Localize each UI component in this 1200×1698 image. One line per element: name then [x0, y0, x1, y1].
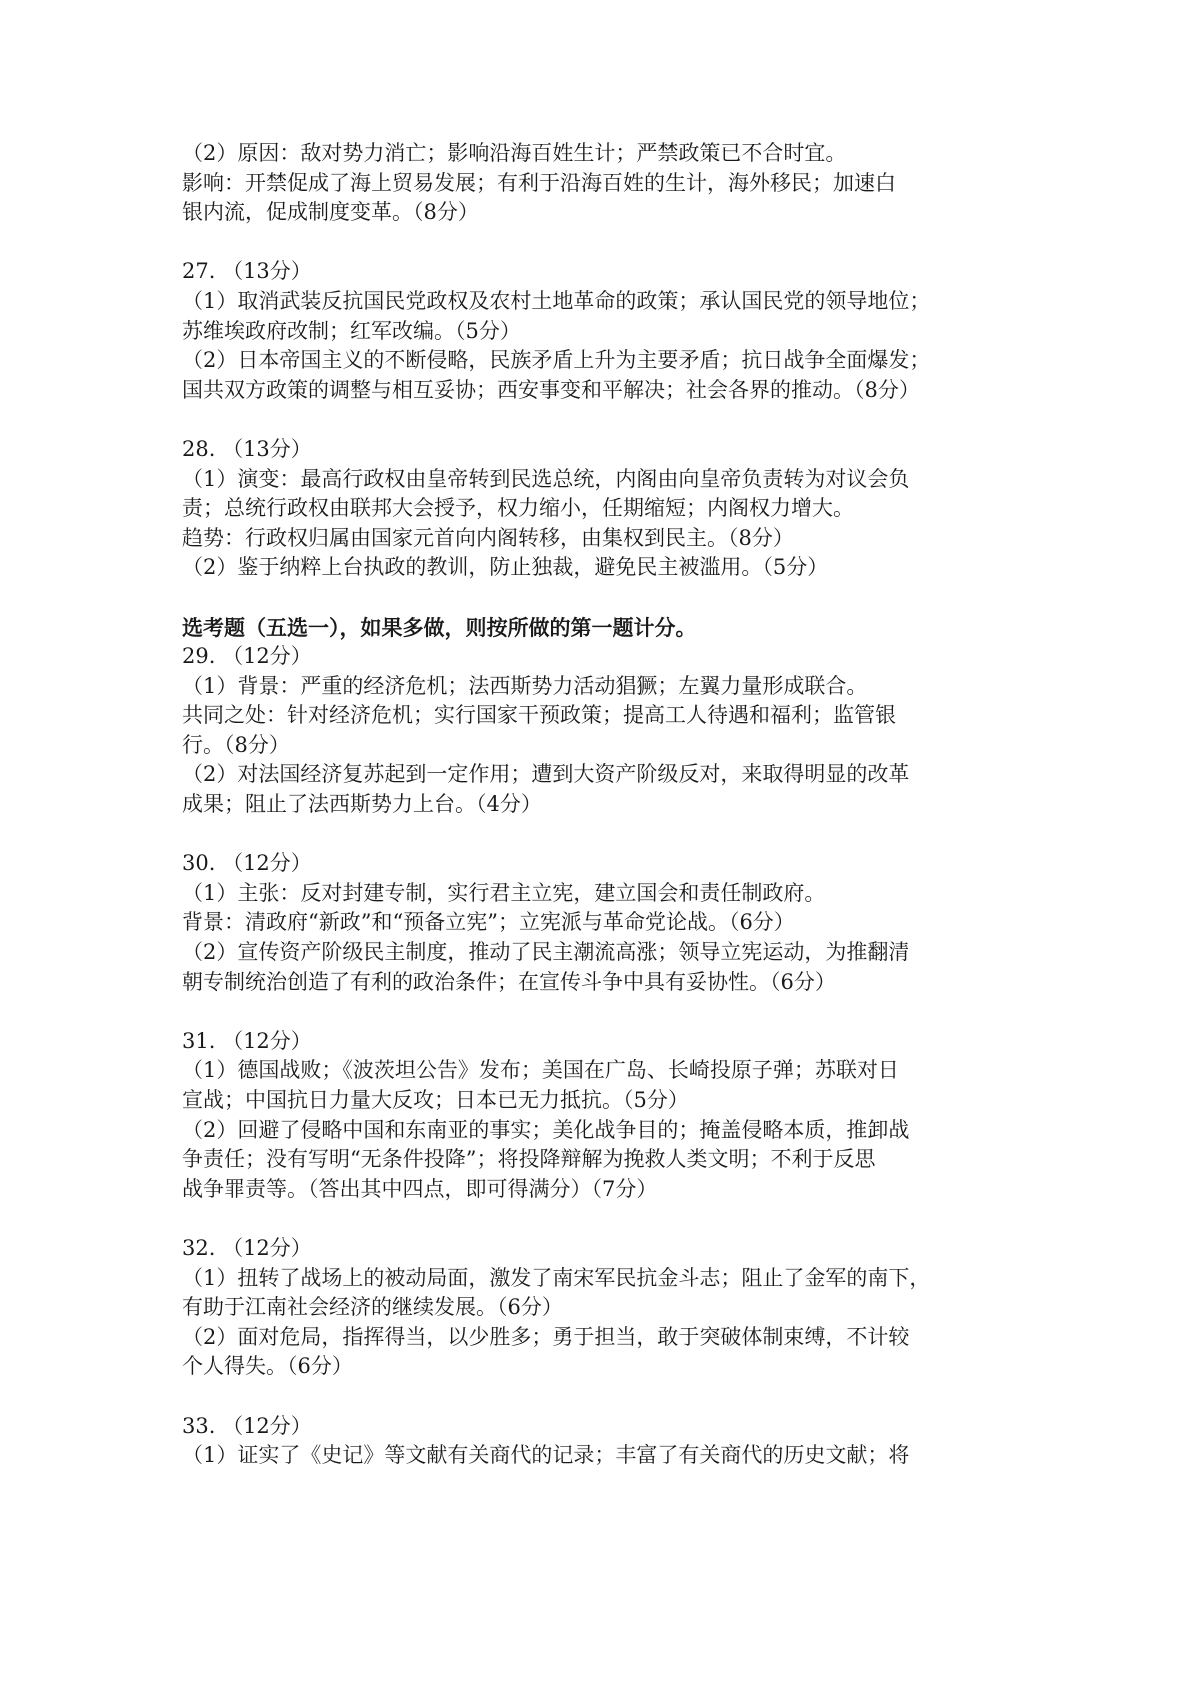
answer-line: 影响：开禁促成了海上贸易发展；有利于沿海百姓的生计，海外移民；加速白	[182, 170, 896, 195]
answer-line: 责；总统行政权由联邦大会授予，权力缩小，任期缩短；内阁权力增大。	[182, 496, 854, 521]
section-gap	[182, 1204, 1032, 1234]
section-gap	[182, 1382, 1032, 1412]
answer-line: 朝专制统治创造了有利的政治条件；在宣传斗争中具有妥协性。（6分）	[182, 969, 836, 994]
section-gap	[182, 228, 1032, 258]
answer-line: （2）对法国经济复苏起到一定作用；遭到大资产阶级反对，来取得明显的改革	[182, 762, 910, 787]
question-number: 29. （12分）	[182, 644, 312, 669]
answer-line: （1）背景：严重的经济危机；法西斯势力活动猖獗；左翼力量形成联合。	[182, 673, 868, 698]
answer-line: 共同之处：针对经济危机；实行国家干预政策；提高工人待遇和福利；监管银	[182, 703, 896, 728]
section-heading: 选考题（五选一），如果多做，则按所做的第一题计分。	[182, 614, 697, 640]
answer-line: 有助于江南社会经济的继续发展。（6分）	[182, 1295, 563, 1320]
answer-line: （1）德国战败；《波茨坦公告》发布；美国在广岛、长崎投原子弹；苏联对日	[182, 1058, 899, 1083]
answer-section	[182, 613, 1032, 820]
answer-line: 个人得失。（6分）	[182, 1354, 353, 1379]
question-number: 28. （13分）	[182, 436, 312, 461]
question-number: 27. （13分）	[182, 259, 312, 284]
answer-line: （2）鉴于纳粹上台执政的教训，防止独裁，避免民主被滥用。（5分）	[182, 555, 829, 580]
answer-text-body	[182, 139, 1032, 1471]
answer-line: （1）扭转了战场上的被动局面，激发了南宋军民抗金斗志；阻止了金军的南下，	[182, 1265, 931, 1290]
question-number: 33. （12分）	[182, 1413, 312, 1438]
answer-line: 背景：清政府“新政”和“预备立宪”；立宪派与革命党论战。（6分）	[182, 910, 795, 935]
answer-line: （1）证实了《史记》等文献有关商代的记录；丰富了有关商代的历史文献；将	[182, 1443, 910, 1468]
answer-line: 行。（8分）	[182, 732, 290, 757]
section-gap	[182, 820, 1032, 850]
section-gap	[182, 405, 1032, 435]
answer-line: 争责任；没有写明“无条件投降”；将投降辩解为挽救人类文明；不利于反思	[182, 1147, 876, 1172]
answer-line: 银内流，促成制度变革。（8分）	[182, 200, 479, 225]
answer-line: （1）取消武装反抗国民党政权及农村土地革命的政策；承认国民党的领导地位；	[182, 288, 931, 313]
answer-line: （2）原因：敌对势力消亡；影响沿海百姓生计；严禁政策已不合时宜。	[182, 141, 847, 165]
answer-section	[182, 1412, 1032, 1471]
answer-line: 战争罪责等。（答出其中四点，即可得满分）（7分）	[182, 1176, 658, 1201]
answer-line: 趋势：行政权归属由国家元首向内阁转移，由集权到民主。（8分）	[182, 525, 794, 550]
question-number: 32. （12分）	[182, 1235, 312, 1260]
answer-line: （2）面对危局，指挥得当，以少胜多；勇于担当，敢于突破体制束缚，不计较	[182, 1324, 910, 1349]
section-gap	[182, 997, 1032, 1027]
question-number: 31. （12分）	[182, 1028, 312, 1053]
answer-section	[182, 139, 1032, 228]
answer-line: （2）日本帝国主义的不断侵略，民族矛盾上升为主要矛盾；抗日战争全面爆发；	[182, 348, 931, 373]
answer-section	[182, 257, 1032, 405]
question-number: 30. （12分）	[182, 851, 312, 876]
answer-line: （1）演变：最高行政权由皇帝转到民选总统，内阁由向皇帝负责转为对议会负	[182, 466, 910, 491]
answer-line: 宣战；中国抗日力量大反攻；日本已无力抵抗。（5分）	[182, 1088, 689, 1112]
section-gap	[182, 583, 1032, 613]
answer-line: 成果；阻止了法西斯势力上台。（4分）	[182, 792, 542, 817]
answer-section	[182, 1027, 1032, 1205]
answer-section	[182, 435, 1032, 583]
answer-line: 苏维埃政府改制；红军改编。（5分）	[182, 318, 521, 343]
answer-line: 国共双方政策的调整与相互妥协；西安事变和平解决；社会各界的推动。（8分）	[182, 377, 920, 402]
answer-line: （2）宣传资产阶级民主制度，推动了民主潮流高涨；领导立宪运动，为推翻清	[182, 940, 910, 965]
answer-line: （1）主张：反对封建专制，实行君主立宪，建立国会和责任制政府。	[182, 880, 826, 905]
answer-section	[182, 1234, 1032, 1382]
answer-line: （2）回避了侵略中国和东南亚的事实；美化战争目的；掩盖侵略本质，推卸战	[182, 1117, 910, 1142]
answer-section	[182, 849, 1032, 997]
